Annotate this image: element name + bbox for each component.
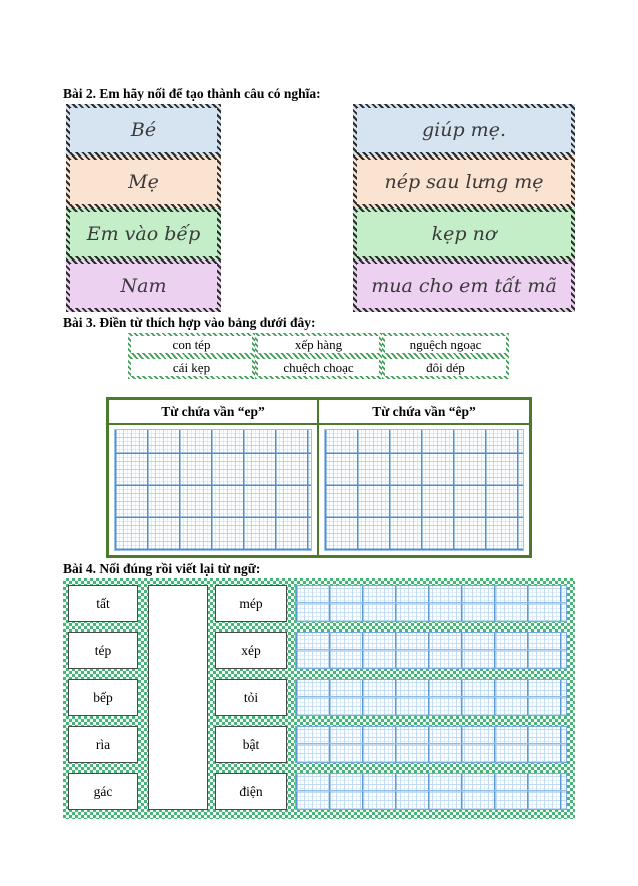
- match-right-label-2: nép sau lưng mẹ: [384, 171, 544, 193]
- match-left-label-2: Mẹ: [128, 171, 159, 193]
- match-left-box-4[interactable]: [66, 260, 221, 312]
- exercise4-title: Bài 4. Nối đúng rồi viết lại từ ngữ:: [63, 561, 261, 576]
- table-cell-ep[interactable]: [109, 425, 319, 555]
- writing-strip-2[interactable]: [295, 632, 567, 669]
- writing-strip-3[interactable]: [295, 679, 567, 716]
- ex4-right-word-1[interactable]: mép: [215, 585, 287, 622]
- match-right-label-1: giúp mẹ.: [422, 119, 506, 141]
- table-cell-ep-hat[interactable]: [319, 425, 529, 555]
- match-right-box-2[interactable]: [353, 156, 575, 208]
- table-header-ep-hat: Từ chứa vần “êp”: [319, 400, 529, 425]
- ex4-right-word-3[interactable]: tỏi: [215, 679, 287, 716]
- ex4-left-word-2[interactable]: tép: [68, 632, 138, 669]
- grid-writing-area-ep-hat[interactable]: [324, 429, 524, 551]
- match-left-label-4: Nam: [120, 275, 167, 297]
- word-bank: [128, 333, 509, 379]
- vowel-sort-table: [106, 397, 532, 558]
- ex4-left-word-1[interactable]: tất: [68, 585, 138, 622]
- writing-strip-4[interactable]: [295, 726, 567, 763]
- match-right-column: [353, 104, 575, 312]
- table-header-ep: Từ chứa vần “ep”: [109, 400, 319, 425]
- ex4-right-word-2[interactable]: xép: [215, 632, 287, 669]
- match-left-label-1: Bé: [130, 119, 157, 141]
- exercise2-title: Bài 2. Em hãy nối để tạo thành câu có nghĩa:: [63, 86, 321, 101]
- grid-writing-area-ep[interactable]: [114, 429, 312, 551]
- ex4-left-word-3[interactable]: bếp: [68, 679, 138, 716]
- match-right-box-1[interactable]: [353, 104, 575, 156]
- match-left-box-1[interactable]: [66, 104, 221, 156]
- ex4-left-word-4[interactable]: rìa: [68, 726, 138, 763]
- word-bank-cell: nguệch ngoạc: [382, 333, 509, 356]
- exercise3-title: Bài 3. Điền từ thích hợp vào bảng dưới đây:: [63, 315, 316, 330]
- word-bank-cell: con tép: [128, 333, 255, 356]
- match-left-box-2[interactable]: [66, 156, 221, 208]
- word-bank-cell: cái kẹp: [128, 356, 255, 379]
- match-left-column: [66, 104, 221, 312]
- match-left-box-3[interactable]: [66, 208, 221, 260]
- word-bank-cell: xếp hàng: [255, 333, 382, 356]
- word-bank-cell: đôi dép: [382, 356, 509, 379]
- word-bank-cell: chuệch choạc: [255, 356, 382, 379]
- match-left-label-3: Em vào bếp: [86, 223, 201, 245]
- match-right-box-3[interactable]: [353, 208, 575, 260]
- ex4-connect-area[interactable]: [148, 585, 208, 810]
- writing-strip-5[interactable]: [295, 773, 567, 810]
- writing-strip-1[interactable]: [295, 585, 567, 622]
- exercise4-frame: [63, 578, 575, 819]
- match-right-label-3: kẹp nơ: [431, 223, 497, 245]
- match-right-label-4: mua cho em tất mã: [371, 275, 557, 297]
- ex4-left-word-5[interactable]: gác: [68, 773, 138, 810]
- match-right-box-4[interactable]: [353, 260, 575, 312]
- ex4-right-word-4[interactable]: bật: [215, 726, 287, 763]
- ex4-right-word-5[interactable]: điện: [215, 773, 287, 810]
